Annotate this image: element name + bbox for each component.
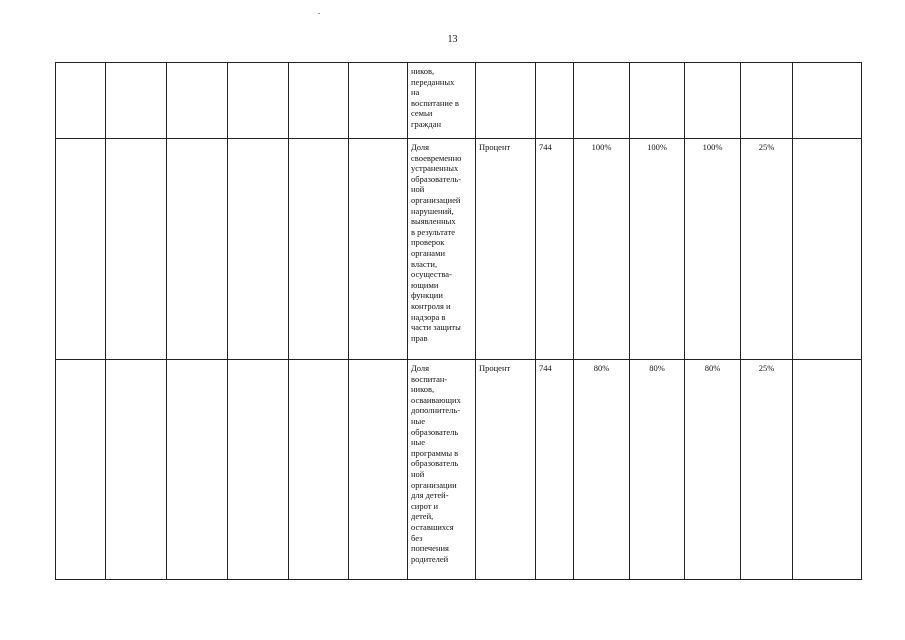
value-cell: [574, 63, 630, 139]
description-line: части защиты: [411, 322, 461, 333]
description-line: власти,: [411, 258, 438, 269]
description-line: надзора в: [411, 311, 446, 322]
value-cell: [793, 360, 862, 580]
value-cell: 80%: [574, 360, 630, 580]
value-cell: [741, 63, 793, 139]
description-line: оставшихся: [411, 521, 454, 532]
table-cell: [289, 63, 349, 139]
table-cell: [167, 63, 228, 139]
description-line: ющими: [411, 279, 439, 290]
description-line: переданных: [411, 76, 455, 87]
description-line: осущества-: [411, 269, 452, 280]
description-line: образователь-: [411, 173, 462, 184]
description-line: осваивающих: [411, 394, 461, 405]
value-cell: [685, 63, 741, 139]
table-cell: [228, 63, 289, 139]
table-row: [56, 63, 862, 139]
description-line: для детей-: [411, 490, 449, 501]
indicator-table: [55, 62, 862, 580]
description-line: ные: [411, 415, 426, 426]
description-line: детей,: [411, 511, 434, 522]
description-line: своевременно: [411, 152, 462, 163]
table-cell: [167, 360, 228, 580]
description-line: сирот и: [411, 500, 439, 511]
table-cell: [289, 360, 349, 580]
indicator-description: [408, 360, 476, 580]
page-number: 13: [447, 34, 458, 45]
value-cell: 100%: [630, 139, 685, 360]
description-line: попечения: [411, 543, 449, 554]
okei-code-cell: 744: [536, 139, 574, 360]
okei-code-cell: 744: [536, 360, 574, 580]
table-cell: [349, 139, 408, 360]
description-line: ников,: [411, 66, 435, 76]
description-line: родителей: [411, 553, 449, 564]
description-line: образователь: [411, 458, 459, 469]
indicator-description: [408, 63, 476, 139]
value-cell: [793, 139, 862, 360]
table-cell: [167, 139, 228, 360]
table-cell: [349, 63, 408, 139]
unit-cell: [476, 63, 536, 139]
description-line: на: [411, 87, 420, 98]
description-line: Доля: [411, 142, 430, 152]
value-cell: 80%: [685, 360, 741, 580]
description-line: Доля: [411, 363, 430, 373]
table-row: [56, 360, 862, 580]
description-line: органами: [411, 247, 446, 258]
unit-cell: Процент: [476, 360, 536, 580]
table-cell: [228, 139, 289, 360]
description-line: организацией: [411, 194, 461, 205]
description-line: семьи: [411, 108, 433, 119]
description-line: ные: [411, 437, 426, 448]
table-cell: [56, 360, 106, 580]
description-line: контроля и: [411, 300, 451, 311]
scan-speck: [318, 13, 320, 14]
description-line: дополнитель-: [411, 405, 461, 416]
description-line: нарушений,: [411, 205, 454, 216]
value-cell: 100%: [574, 139, 630, 360]
value-cell: 100%: [685, 139, 741, 360]
description-line: выявленных: [411, 216, 456, 227]
description-line: воспитан-: [411, 373, 448, 384]
okei-code-cell: [536, 63, 574, 139]
description-line: образователь: [411, 426, 459, 437]
table-row: [56, 139, 862, 360]
description-line: без: [411, 532, 423, 543]
value-cell: 80%: [630, 360, 685, 580]
table-cell: [106, 63, 167, 139]
value-cell: [630, 63, 685, 139]
description-line: ной: [411, 468, 425, 479]
description-line: ной: [411, 184, 425, 195]
description-line: прав: [411, 332, 428, 343]
description-line: граждан: [411, 118, 442, 129]
description-line: организации: [411, 479, 457, 490]
value-cell: 25%: [741, 139, 793, 360]
description-line: воспитание в: [411, 97, 459, 108]
description-line: проверок: [411, 237, 445, 248]
table-cell: [228, 360, 289, 580]
value-cell: 25%: [741, 360, 793, 580]
description-line: ников,: [411, 384, 435, 395]
description-line: программы в: [411, 447, 459, 458]
unit-cell: Процент: [476, 139, 536, 360]
table-cell: [106, 139, 167, 360]
table-cell: [56, 63, 106, 139]
table-cell: [349, 360, 408, 580]
description-line: устраненных: [411, 163, 459, 174]
table-cell: [56, 139, 106, 360]
description-line: функции: [411, 290, 443, 301]
table-cell: [289, 139, 349, 360]
description-line: в результате: [411, 226, 455, 237]
value-cell: [793, 63, 862, 139]
indicator-description: [408, 139, 476, 360]
table-cell: [106, 360, 167, 580]
